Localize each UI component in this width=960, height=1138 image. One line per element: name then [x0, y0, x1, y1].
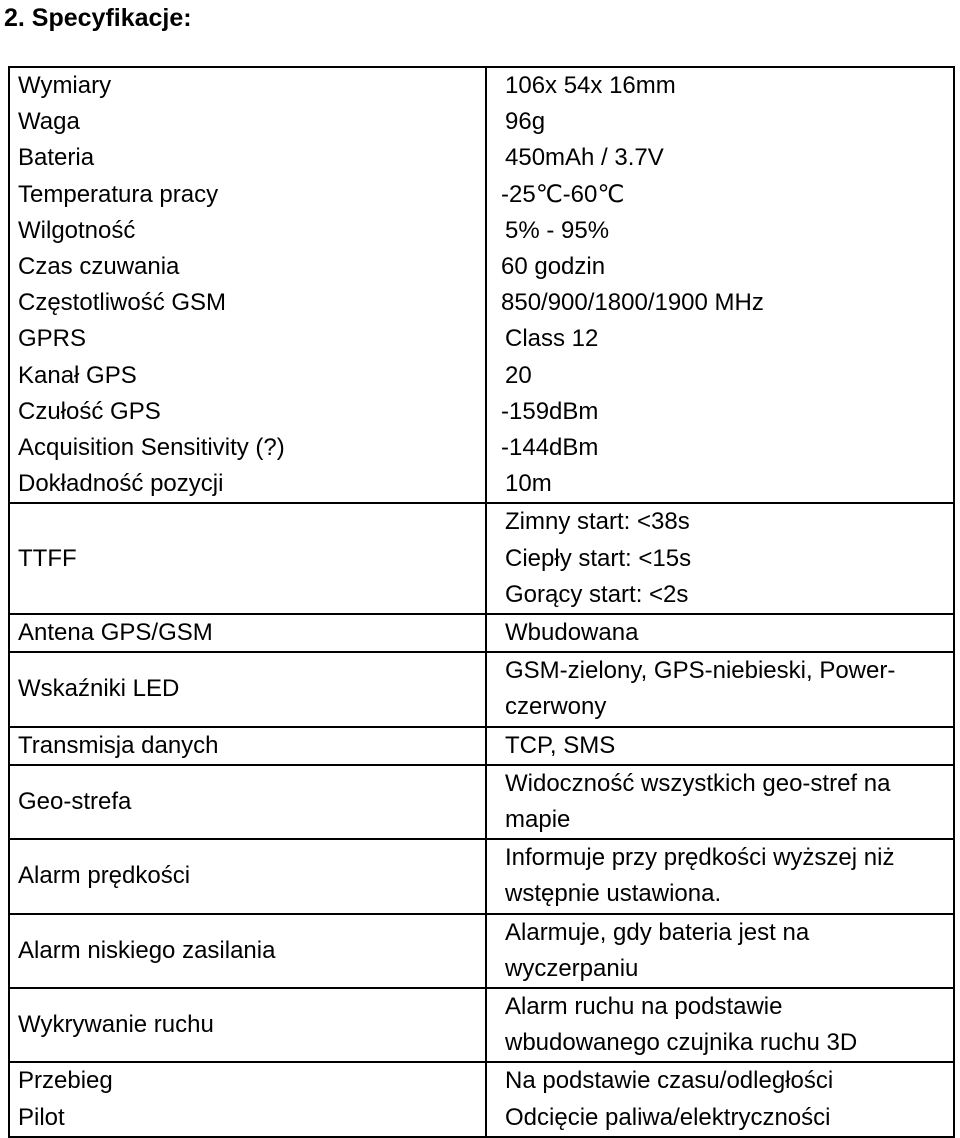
table-row — [9, 249, 954, 285]
spec-label: Alarm niskiego zasilania — [9, 914, 486, 988]
spec-value-line: wstępnie ustawiona. — [505, 880, 722, 908]
spec-label: Temperatura pracy — [9, 177, 486, 213]
spec-value-line: 96g — [505, 108, 546, 136]
spec-value — [486, 140, 954, 176]
spec-value-line: -25℃-60℃ — [501, 180, 625, 208]
table-row — [9, 466, 954, 503]
spec-value-line: Alarm ruchu na podstawie — [505, 993, 783, 1021]
spec-value-line: -144dBm — [501, 434, 599, 462]
spec-label: Wskaźniki LED — [9, 652, 486, 726]
spec-value-line: 450mAh / 3.7V — [505, 144, 664, 172]
spec-value-line: 20 — [505, 361, 532, 389]
spec-label: Dokładność pozycji — [9, 466, 486, 503]
spec-value — [486, 67, 954, 104]
spec-value-line: TCP, SMS — [505, 731, 616, 759]
table-row — [9, 285, 954, 321]
table-row — [9, 765, 954, 839]
spec-value-line: wbudowanego czujnika ruchu 3D — [505, 1029, 858, 1057]
spec-value-line: -159dBm — [501, 397, 599, 425]
spec-value-line: Wbudowana — [505, 619, 639, 647]
table-row — [9, 503, 954, 614]
spec-value-line: 106x 54x 16mm — [505, 72, 676, 99]
spec-value — [486, 358, 954, 394]
spec-value — [486, 839, 954, 913]
spec-value — [486, 1062, 954, 1099]
spec-value — [486, 213, 954, 249]
spec-value — [486, 914, 954, 988]
table-row — [9, 213, 954, 249]
spec-value-line: 5% - 95% — [505, 216, 610, 244]
spec-label: Waga — [9, 104, 486, 140]
table-row — [9, 1062, 954, 1099]
spec-label: Częstotliwość GSM — [9, 285, 486, 321]
spec-value-line: Gorący start: <2s — [505, 580, 689, 608]
table-row — [9, 321, 954, 357]
spec-label: Czułość GPS — [9, 394, 486, 430]
spec-value-line: 60 godzin — [501, 253, 606, 281]
spec-value — [486, 249, 954, 285]
spec-value-line: czerwony — [505, 693, 607, 721]
spec-value — [486, 394, 954, 430]
spec-value-line: Odcięcie paliwa/elektryczności — [505, 1103, 831, 1131]
spec-value — [486, 104, 954, 140]
spec-label: TTFF — [9, 503, 486, 614]
spec-label: Czas czuwania — [9, 249, 486, 285]
spec-value — [486, 652, 954, 726]
table-row — [9, 1100, 954, 1137]
spec-value-line: mapie — [505, 806, 571, 834]
spec-value — [486, 177, 954, 213]
spec-label: Acquisition Sensitivity (?) — [9, 430, 486, 466]
spec-label: Wilgotność — [9, 213, 486, 249]
table-row — [9, 839, 954, 913]
spec-label: Pilot — [9, 1100, 486, 1137]
spec-label: Bateria — [9, 140, 486, 176]
table-row — [9, 394, 954, 430]
table-row — [9, 914, 954, 988]
table-row — [9, 652, 954, 726]
section-heading: 2. Specyfikacje: — [4, 4, 192, 32]
spec-label: Antena GPS/GSM — [9, 614, 486, 652]
spec-value-line: wyczerpaniu — [505, 954, 639, 982]
spec-value-line: Alarmuje, gdy bateria jest na — [505, 918, 810, 946]
table-row — [9, 430, 954, 466]
spec-label: GPRS — [9, 321, 486, 357]
table-row — [9, 727, 954, 765]
table-row — [9, 614, 954, 652]
spec-value-line: Widoczność wszystkich geo-stref na — [505, 769, 891, 797]
spec-value-line: Zimny start: <38s — [505, 508, 690, 536]
spec-label: Wymiary — [9, 67, 486, 104]
table-row — [9, 358, 954, 394]
spec-label: Transmisja danych — [9, 727, 486, 765]
table-row — [9, 104, 954, 140]
spec-value — [486, 765, 954, 839]
spec-value — [486, 727, 954, 765]
spec-value — [486, 466, 954, 503]
spec-value — [486, 1100, 954, 1137]
spec-label: Alarm prędkości — [9, 839, 486, 913]
spec-value-line: Na podstawie czasu/odległości — [505, 1067, 834, 1095]
spec-value — [486, 321, 954, 357]
spec-label: Przebieg — [9, 1062, 486, 1099]
spec-value — [486, 988, 954, 1062]
spec-value — [486, 285, 954, 321]
spec-label: Wykrywanie ruchu — [9, 988, 486, 1062]
table-row — [9, 177, 954, 213]
spec-value-line: Informuje przy prędkości wyższej niż — [505, 844, 895, 872]
spec-value — [486, 503, 954, 614]
spec-value — [486, 614, 954, 652]
spec-value-line: 10m — [505, 470, 552, 498]
spec-value-line: 850/900/1800/1900 MHz — [501, 289, 764, 317]
spec-value-line: Ciepły start: <15s — [505, 544, 692, 572]
table-row — [9, 140, 954, 176]
spec-label: Geo-strefa — [9, 765, 486, 839]
spec-value-line: GSM-zielony, GPS-niebieski, Power- — [505, 657, 896, 685]
spec-value-line: Class 12 — [505, 325, 599, 353]
spec-label: Kanał GPS — [9, 358, 486, 394]
table-row — [9, 67, 954, 104]
table-row — [9, 988, 954, 1062]
spec-value — [486, 430, 954, 466]
specification-table — [8, 66, 955, 1138]
